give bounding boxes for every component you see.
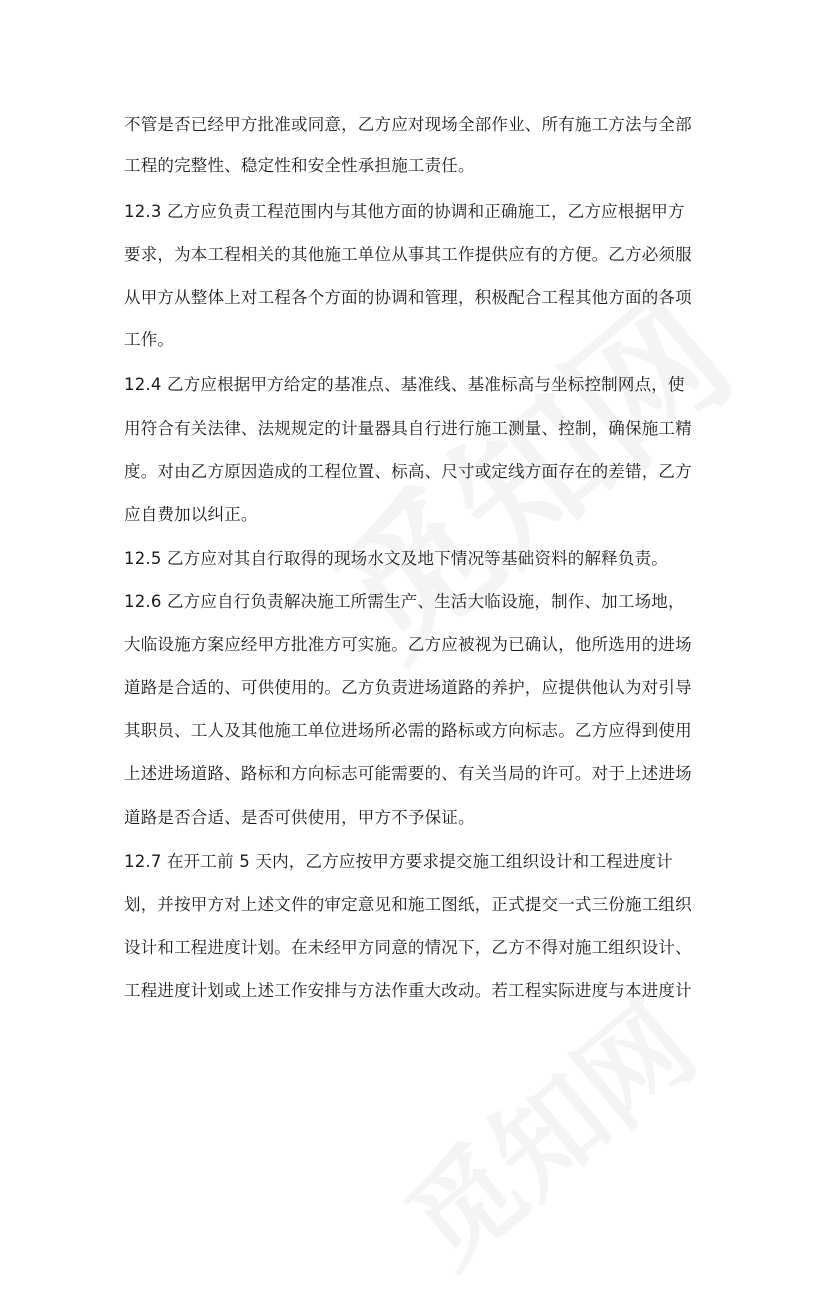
clause-12-6: 12.6 乙方应自行负责解决施工所需生产、生活大临设施，制作、加工场地， [124, 592, 685, 611]
text-line: 上述进场道路、路标和方向标志可能需要的、有关当局的许可。对于上述进场 [124, 764, 692, 783]
text-line: 应自费加以纠正。 [124, 505, 258, 524]
text-line: 设计和工程进度计划。在未经甲方同意的情况下，乙方不得对施工组织设计、 [124, 938, 692, 957]
clause-12-7: 12.7 在开工前 5 天内，乙方应按甲方要求提交施工组织设计和工程进度计 [124, 852, 673, 871]
text-line: 其职员、工人及其他施工单位进场所必需的路标或方向标志。乙方应得到使用 [124, 721, 692, 740]
text-line: 划，并按甲方对上述文件的审定意见和施工图纸，正式提交一式三份施工组织 [124, 895, 692, 914]
text-line: 工程进度计划或上述工作安排与方法作重大改动。若工程实际进度与本进度计 [124, 981, 692, 1000]
text-line: 工程的完整性、稳定性和安全性承担施工责任。 [124, 156, 475, 175]
text-line: 从甲方从整体上对工程各个方面的协调和管理，积极配合工程其他方面的各项 [124, 288, 692, 307]
text-line: 度。对由乙方原因造成的工程位置、标高、尺寸或定线方面存在的差错，乙方 [124, 462, 692, 481]
text-line: 用符合有关法律、法规规定的计量器具自行进行施工测量、控制，确保施工精 [124, 419, 692, 438]
clause-12-3: 12.3 乙方应负责工程范围内与其他方面的协调和正确施工，乙方应根据甲方 [124, 202, 685, 221]
text-line: 大临设施方案应经甲方批准方可实施。乙方应被视为已确认，他所选用的进场 [124, 635, 692, 654]
text-line: 道路是否合适、是否可供使用，甲方不予保证。 [124, 808, 475, 827]
text-line: 道路是合适的、可供使用的。乙方负责进场道路的养护，应提供他认为对引导 [124, 678, 692, 697]
clause-12-5: 12.5 乙方应对其自行取得的现场水文及地下情况等基础资料的解释负责。 [124, 549, 668, 568]
text-line: 工作。 [124, 330, 175, 349]
text-line: 要求，为本工程相关的其他施工单位从事其工作提供应有的方便。乙方必须服 [124, 245, 692, 264]
text-line: 不管是否已经甲方批准或同意，乙方应对现场全部作业、所有施工方法与全部 [124, 115, 692, 134]
watermark-bottom [368, 962, 722, 1295]
clause-12-4: 12.4 乙方应根据甲方给定的基准点、基准线、基准标高与坐标控制网点，使 [124, 375, 685, 394]
